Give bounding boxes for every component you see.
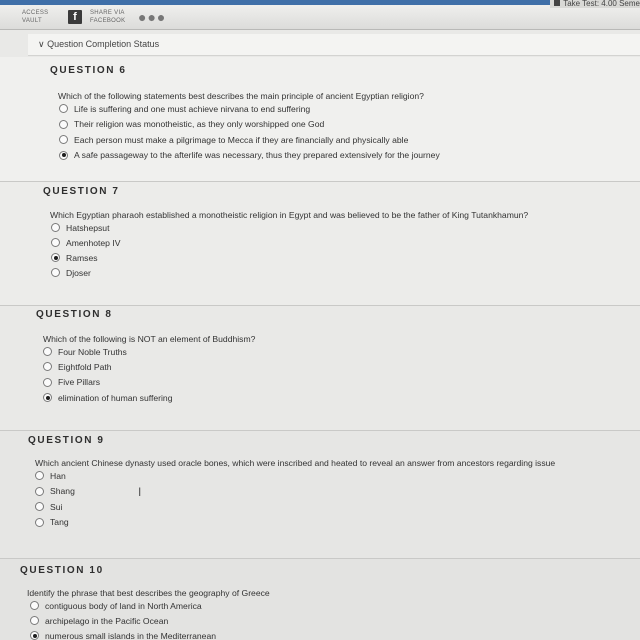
share-facebook-button[interactable] bbox=[90, 9, 125, 25]
answer-option[interactable] bbox=[59, 132, 640, 148]
question-text: Which Egyptian pharaoh established a monotheistic religion in Egypt and was believed to be the father of King Tutankhamun? bbox=[50, 210, 529, 220]
option-label: Five Pillars bbox=[58, 377, 101, 388]
share-label-1: SHARE VIA bbox=[90, 10, 125, 16]
radio-button-selected[interactable] bbox=[43, 393, 52, 402]
answer-option[interactable] bbox=[43, 375, 640, 390]
radio-button[interactable] bbox=[59, 104, 68, 113]
option-label: Djoser bbox=[66, 267, 91, 278]
answer-option[interactable] bbox=[51, 220, 640, 235]
question-title: QUESTION 7 bbox=[43, 186, 120, 197]
radio-button[interactable] bbox=[30, 616, 39, 625]
radio-button[interactable] bbox=[51, 268, 60, 277]
option-label: Han bbox=[50, 470, 66, 481]
radio-button[interactable] bbox=[51, 238, 60, 247]
answer-option[interactable] bbox=[43, 359, 640, 374]
radio-button[interactable] bbox=[30, 601, 39, 610]
option-label: contiguous body of land in North America bbox=[45, 600, 202, 611]
radio-button[interactable] bbox=[35, 487, 44, 496]
option-label: Hatshepsut bbox=[66, 222, 110, 233]
answer-option[interactable] bbox=[35, 484, 640, 500]
answer-option[interactable] bbox=[51, 265, 640, 280]
question-text: Which of the following is NOT an element of Buddhism? bbox=[43, 334, 256, 344]
option-label: Tang bbox=[50, 517, 69, 528]
answer-option[interactable] bbox=[43, 390, 640, 405]
radio-button-selected[interactable] bbox=[59, 151, 68, 160]
question-6 bbox=[50, 65, 640, 163]
radio-button[interactable] bbox=[35, 471, 44, 480]
option-label: Ramses bbox=[66, 252, 98, 263]
radio-button[interactable] bbox=[35, 518, 44, 527]
status-label: ∨ Question Completion Status bbox=[38, 39, 160, 49]
question-text: Which of the following statements best describes the main principle of ancient Egyptian religion? bbox=[58, 91, 424, 101]
text-cursor-icon: I bbox=[138, 485, 142, 499]
question-10 bbox=[20, 565, 640, 640]
question-7 bbox=[43, 186, 640, 280]
take-test-title bbox=[550, 0, 640, 8]
answer-option[interactable] bbox=[59, 101, 640, 117]
take-test-label: Take Test: 4.00 Seme bbox=[563, 0, 640, 8]
facebook-icon[interactable]: f bbox=[68, 10, 82, 24]
window-icon bbox=[554, 0, 560, 6]
divider bbox=[0, 305, 640, 306]
top-toolbar bbox=[0, 0, 640, 30]
radio-button[interactable] bbox=[43, 347, 52, 356]
question-title: QUESTION 6 bbox=[50, 65, 127, 76]
divider bbox=[0, 430, 640, 431]
question-text: Identify the phrase that best describes the geography of Greece bbox=[27, 588, 270, 598]
radio-button[interactable] bbox=[51, 223, 60, 232]
option-label: Shang bbox=[50, 486, 75, 497]
answer-option[interactable] bbox=[51, 250, 640, 265]
option-label: elimination of human suffering bbox=[58, 392, 173, 403]
option-label: numerous small islands in the Mediterranean bbox=[45, 630, 217, 640]
radio-button-selected[interactable] bbox=[30, 631, 39, 640]
answer-option[interactable] bbox=[35, 499, 640, 515]
answer-option[interactable] bbox=[59, 117, 640, 133]
radio-button[interactable] bbox=[35, 502, 44, 511]
share-label-2: FACEBOOK bbox=[90, 18, 126, 24]
question-9 bbox=[28, 435, 640, 530]
radio-button-selected[interactable] bbox=[51, 253, 60, 262]
radio-button[interactable] bbox=[43, 378, 52, 387]
answer-option[interactable] bbox=[30, 628, 640, 640]
option-label: Life is suffering and one must achieve nirvana to end suffering bbox=[74, 103, 311, 114]
access-vault-label-2: VAULT bbox=[22, 18, 42, 24]
answer-option[interactable] bbox=[43, 344, 640, 359]
question-text: Which ancient Chinese dynasty used oracle bones, which were inscribed and heated to reveal an answer from ancestors regarding issue bbox=[35, 458, 556, 468]
question-title: QUESTION 8 bbox=[36, 309, 113, 320]
option-label: Sui bbox=[50, 501, 63, 512]
answer-option[interactable] bbox=[30, 598, 640, 613]
option-label: Their religion was monotheistic, as they only worshipped one God bbox=[74, 119, 325, 130]
answer-option[interactable] bbox=[51, 235, 640, 250]
browser-strip bbox=[0, 0, 640, 5]
option-label: Eightfold Path bbox=[58, 361, 112, 372]
option-label: Each person must make a pilgrimage to Mecca if they are financially and physically able bbox=[74, 134, 409, 145]
access-vault-button[interactable] bbox=[22, 9, 48, 25]
question-title: QUESTION 9 bbox=[28, 435, 105, 446]
option-label: A safe passageway to the afterlife was necessary, thus they prepared extensively for the journey bbox=[74, 150, 440, 161]
more-options-icon[interactable]: ●●● bbox=[138, 9, 167, 25]
access-vault-label-1: ACCESS bbox=[22, 10, 49, 16]
option-label: Amenhotep IV bbox=[66, 237, 121, 248]
divider bbox=[0, 181, 640, 182]
radio-button[interactable] bbox=[43, 362, 52, 371]
option-label: Four Noble Truths bbox=[58, 346, 127, 357]
answer-option[interactable] bbox=[59, 148, 640, 164]
answer-option[interactable] bbox=[35, 515, 640, 531]
answer-option[interactable] bbox=[30, 613, 640, 628]
question-title: QUESTION 10 bbox=[20, 565, 104, 576]
radio-button[interactable] bbox=[59, 135, 68, 144]
answer-option[interactable] bbox=[35, 468, 640, 484]
radio-button[interactable] bbox=[59, 120, 68, 129]
option-label: archipelago in the Pacific Ocean bbox=[45, 615, 169, 626]
divider bbox=[0, 558, 640, 559]
question-completion-status[interactable] bbox=[28, 34, 640, 56]
question-8 bbox=[36, 309, 640, 405]
